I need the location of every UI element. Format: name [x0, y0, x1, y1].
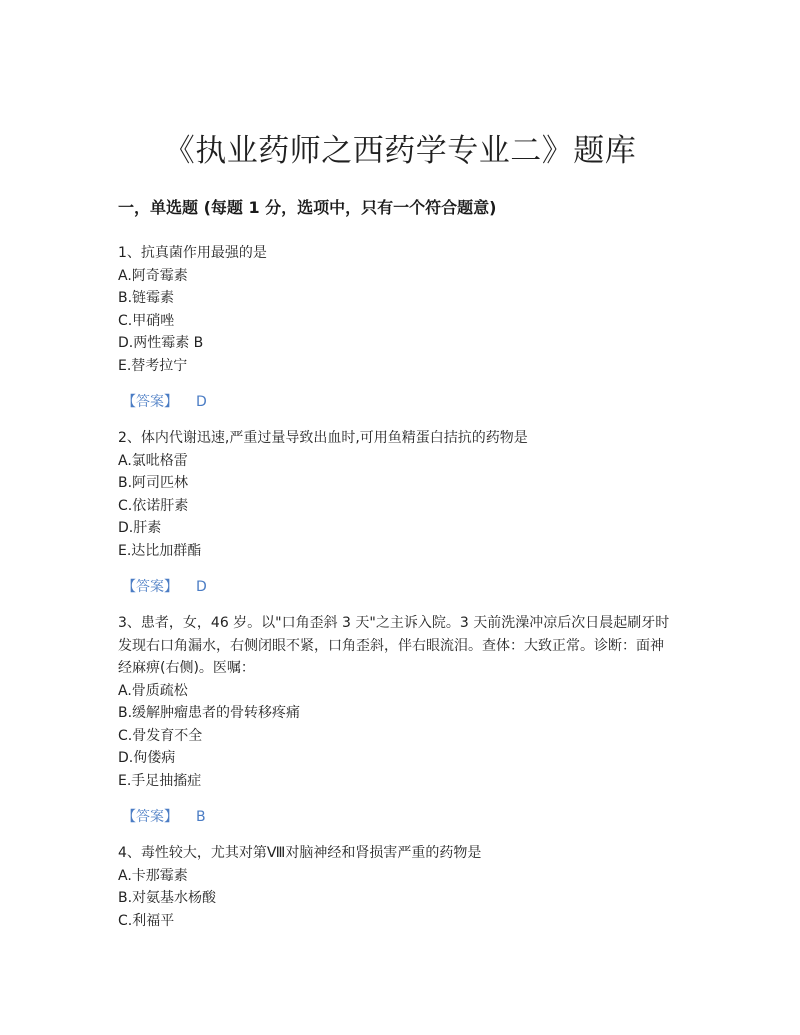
- answer-line: [118, 806, 688, 828]
- question-3: [118, 612, 688, 828]
- question-1: [118, 242, 688, 413]
- option-a: A.氯吡格雷: [118, 452, 188, 469]
- option-b: B.链霉素: [118, 290, 175, 306]
- option-e: E.手足抽搐症: [118, 772, 202, 789]
- option-b: B.对氨基水杨酸: [118, 890, 217, 906]
- question-stem: 1、抗真菌作用最强的是: [118, 245, 267, 261]
- question-2: [118, 427, 688, 598]
- option-a: A.阿奇霉素: [118, 267, 188, 284]
- question-stem-line-1: 3、患者，女，46 岁。以"口角歪斜 3 天"之主诉入院。3 天前洗澡冲凉后次日晨起刷牙时: [118, 615, 670, 631]
- answer-label: 【答案】: [122, 394, 178, 410]
- document-title: 《执业药师之西药学专业二》题库: [163, 132, 637, 169]
- answer-value: D: [196, 579, 207, 595]
- option-c: C.依诺肝素: [118, 497, 189, 514]
- section-heading: 一，单选题 (每题 1 分，选项中，只有一个符合题意): [118, 198, 497, 217]
- question-4: [118, 842, 688, 932]
- option-c: C.甲硝唑: [118, 312, 175, 329]
- option-c: C.骨发育不全: [118, 727, 203, 744]
- answer-value: D: [196, 394, 207, 410]
- answer-line: [118, 576, 688, 598]
- question-stem-line-3: 经麻痹(右侧)。医嘱：: [118, 660, 255, 676]
- option-a: A.卡那霉素: [118, 867, 188, 884]
- option-b: B.阿司匹林: [118, 475, 189, 491]
- question-stem-line-2: 发现右口角漏水，右侧闭眼不紧，口角歪斜，伴右眼流泪。查体：大致正常。诊断：面神: [118, 637, 664, 654]
- option-b: B.缓解肿瘤患者的骨转移疼痛: [118, 705, 301, 721]
- answer-line: [118, 391, 688, 413]
- question-stem: 2、体内代谢迅速,严重过量导致出血时,可用鱼精蛋白拮抗的药物是: [118, 430, 528, 446]
- option-d: D.肝素: [118, 520, 162, 536]
- option-d: D.两性霉素 B: [118, 335, 204, 351]
- option-e: E.达比加群酯: [118, 542, 202, 559]
- answer-label: 【答案】: [122, 579, 178, 595]
- option-d: D.佝偻病: [118, 750, 176, 766]
- option-e: E.替考拉宁: [118, 357, 188, 374]
- option-a: A.骨质疏松: [118, 682, 188, 699]
- option-c: C.利福平: [118, 912, 175, 929]
- answer-label: 【答案】: [122, 809, 178, 825]
- answer-value: B: [196, 809, 206, 825]
- question-stem: 4、毒性较大，尤其对第Ⅷ对脑神经和肾损害严重的药物是: [118, 845, 482, 861]
